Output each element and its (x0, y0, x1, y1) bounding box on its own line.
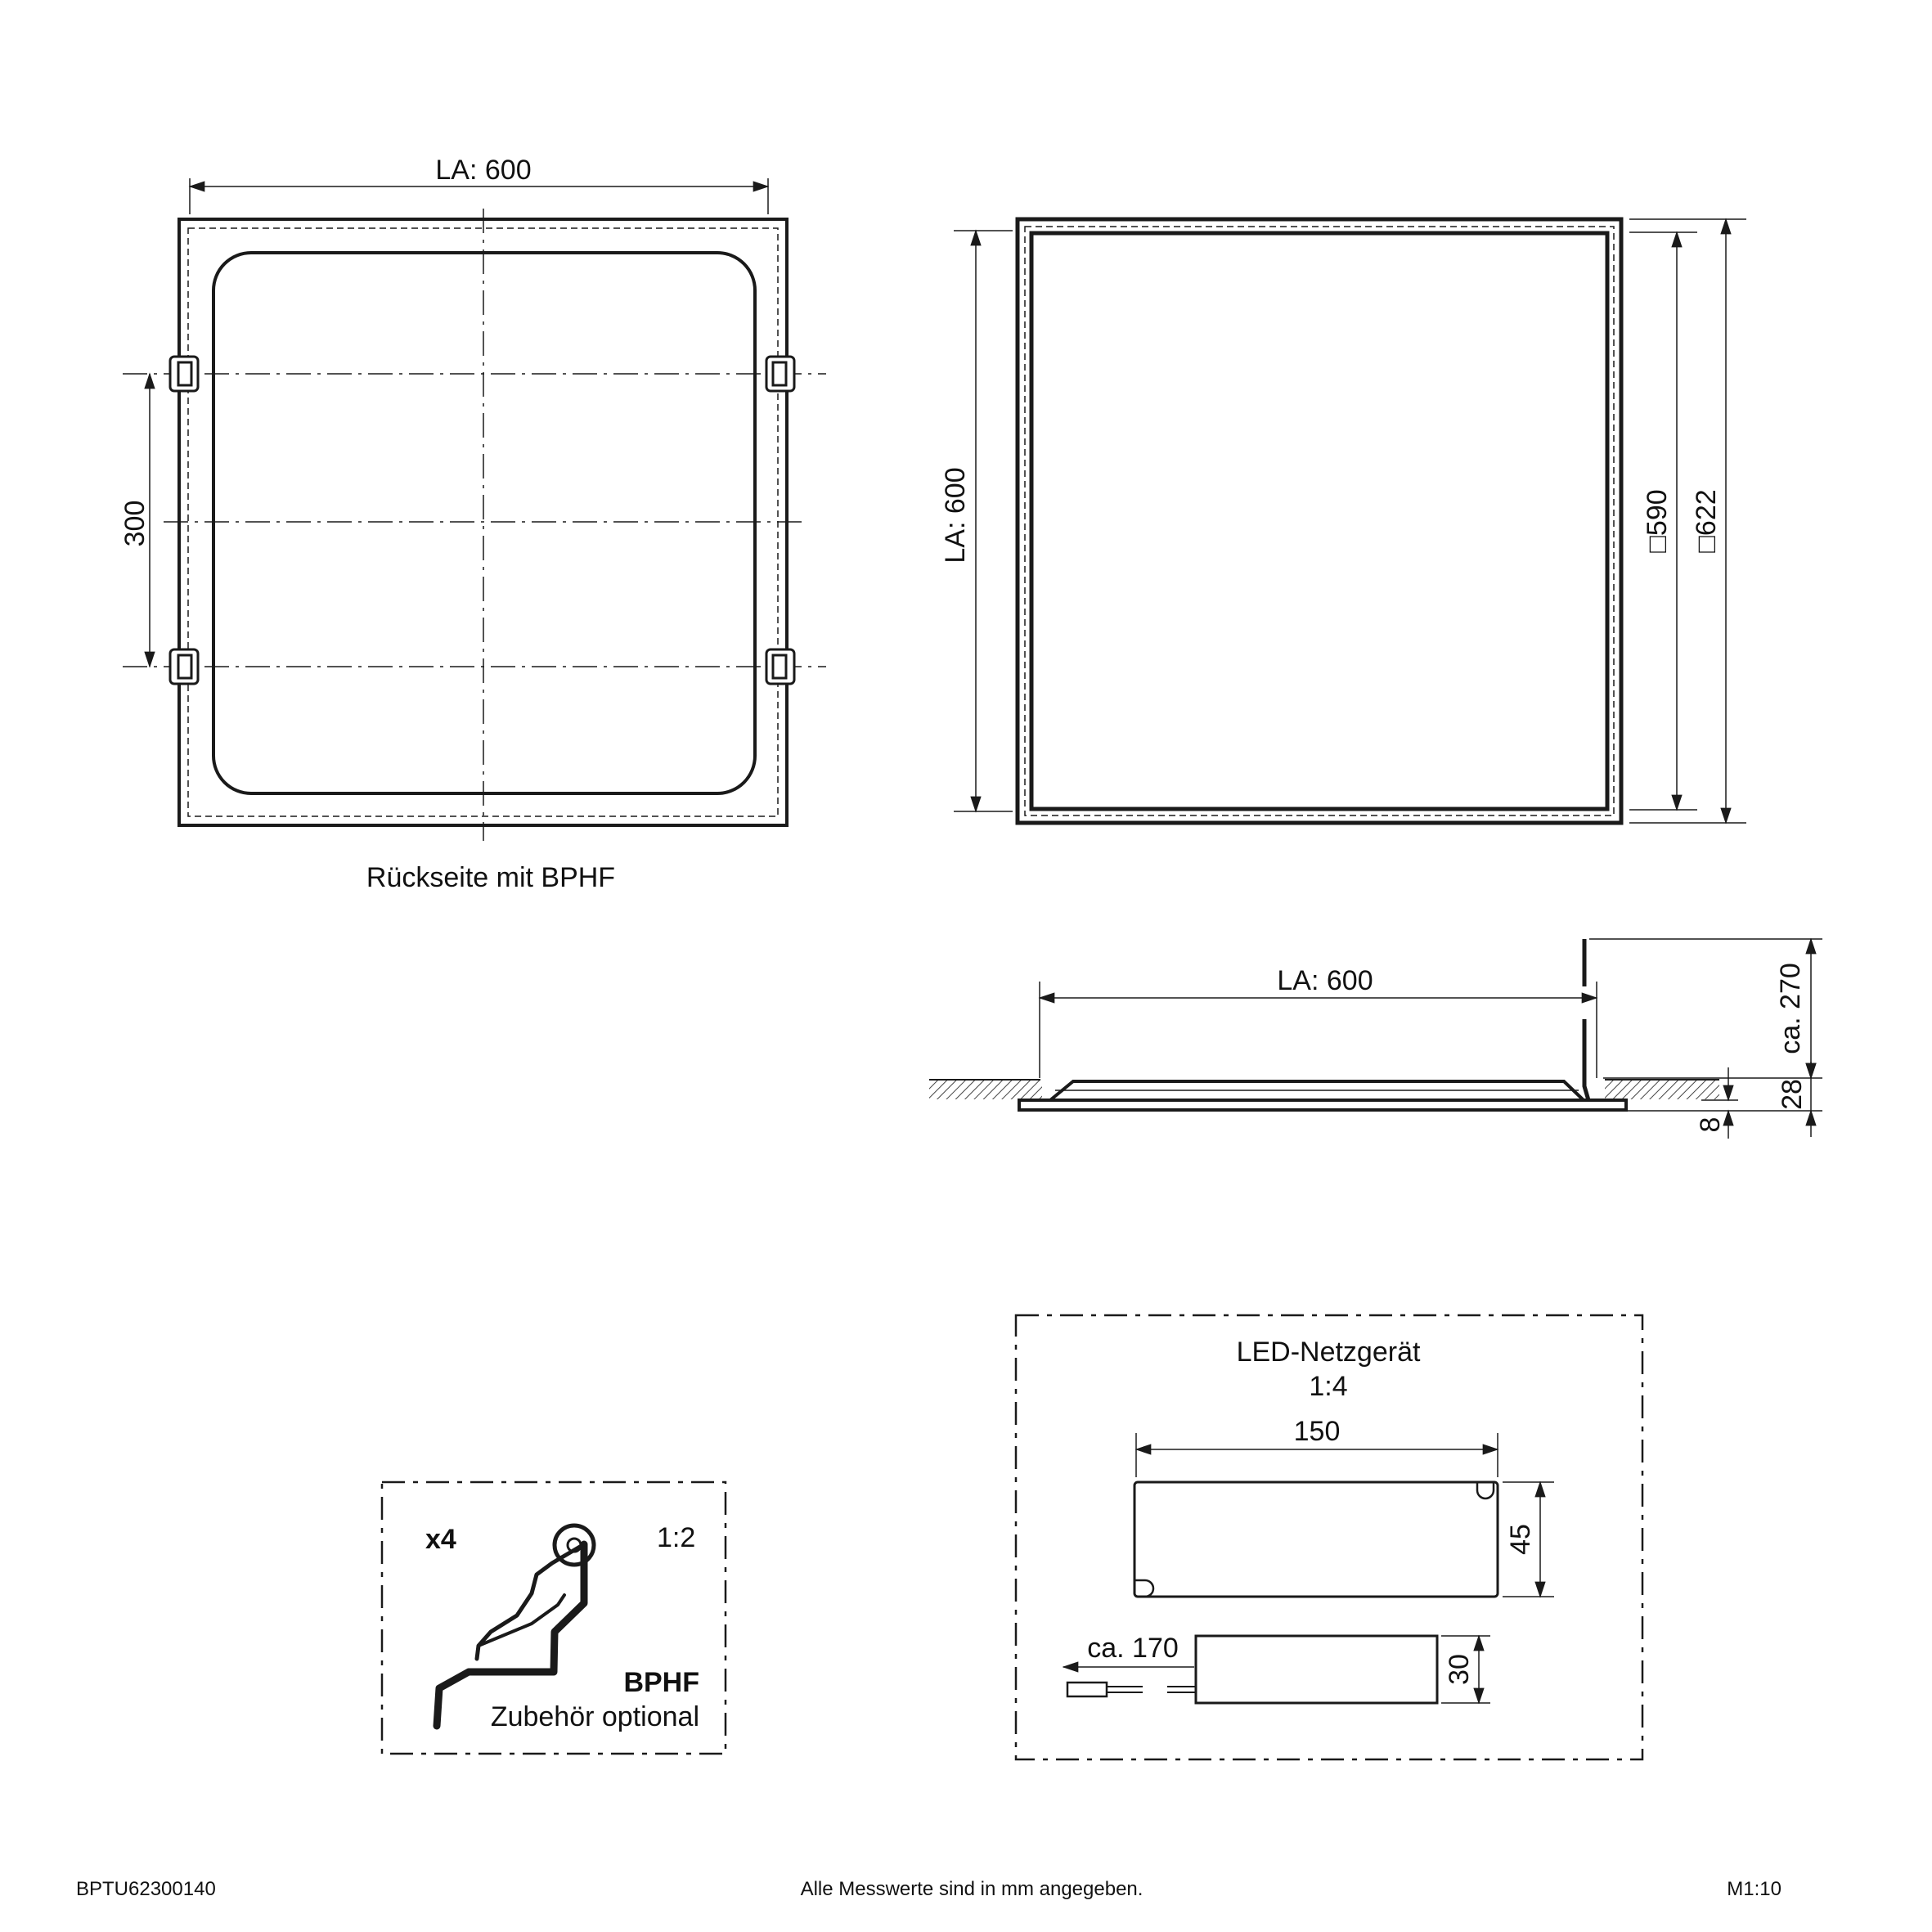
bracket-quantity: x4 (425, 1524, 456, 1555)
height-270-label: ca. 270 (1775, 963, 1806, 1054)
led-driver-body (1134, 1482, 1498, 1597)
driver-length-label: 150 (1293, 1416, 1341, 1447)
back-view-caption: Rückseite mit BPHF (366, 862, 616, 893)
front-height-label: LA: 600 (940, 467, 971, 564)
side-view (929, 939, 1822, 1139)
dimension-8-label: 8 (1695, 1117, 1726, 1133)
front-view-light-area (1031, 233, 1607, 809)
back-width-label: LA: 600 (435, 155, 532, 186)
bracket-name: BPHF (623, 1667, 699, 1698)
driver-scale: 1:4 (1309, 1371, 1348, 1402)
bracket-clip-icon (170, 357, 794, 684)
bracket-note: Zubehör optional (490, 1701, 699, 1732)
bracket-scale: 1:2 (657, 1522, 696, 1553)
side-width-label: LA: 600 (1277, 965, 1373, 996)
bracket-spacing-label: 300 (119, 500, 151, 547)
small-driver-body (1196, 1636, 1437, 1703)
drawing-scale: M1:10 (1727, 1878, 1781, 1900)
article-code: BPTU62300140 (76, 1878, 216, 1900)
bracket-clip-icon (437, 1525, 594, 1726)
front-view-outer-frame (1018, 219, 1621, 823)
ceiling-right-section (1605, 1080, 1719, 1099)
back-view-panel (213, 253, 755, 793)
small-driver-height-label: 30 (1444, 1654, 1475, 1685)
cable-length-label: ca. 170 (1087, 1633, 1179, 1664)
dimension-590-label: □590 (1642, 489, 1673, 553)
led-driver-box (1016, 1315, 1642, 1759)
suspension-rod-lower (1584, 1019, 1588, 1100)
dimension-622-label: □622 (1691, 489, 1722, 553)
connector-plug (1067, 1683, 1107, 1696)
front-view (940, 219, 1746, 823)
front-view-dashed-frame (1025, 227, 1614, 815)
dimension-28-label: 28 (1777, 1079, 1808, 1110)
driver-notch-top (1477, 1482, 1494, 1498)
units-note: Alle Messwerte sind in mm angegeben. (800, 1878, 1143, 1900)
bracket-accessory-box (382, 1482, 726, 1754)
ceiling-left-section (929, 1080, 1042, 1099)
back-view (119, 155, 826, 893)
fixture-frame (1019, 1100, 1626, 1110)
driver-notch-bottom (1134, 1580, 1153, 1597)
driver-title: LED-Netzgerät (1236, 1337, 1421, 1368)
driver-height-label: 45 (1505, 1524, 1536, 1555)
